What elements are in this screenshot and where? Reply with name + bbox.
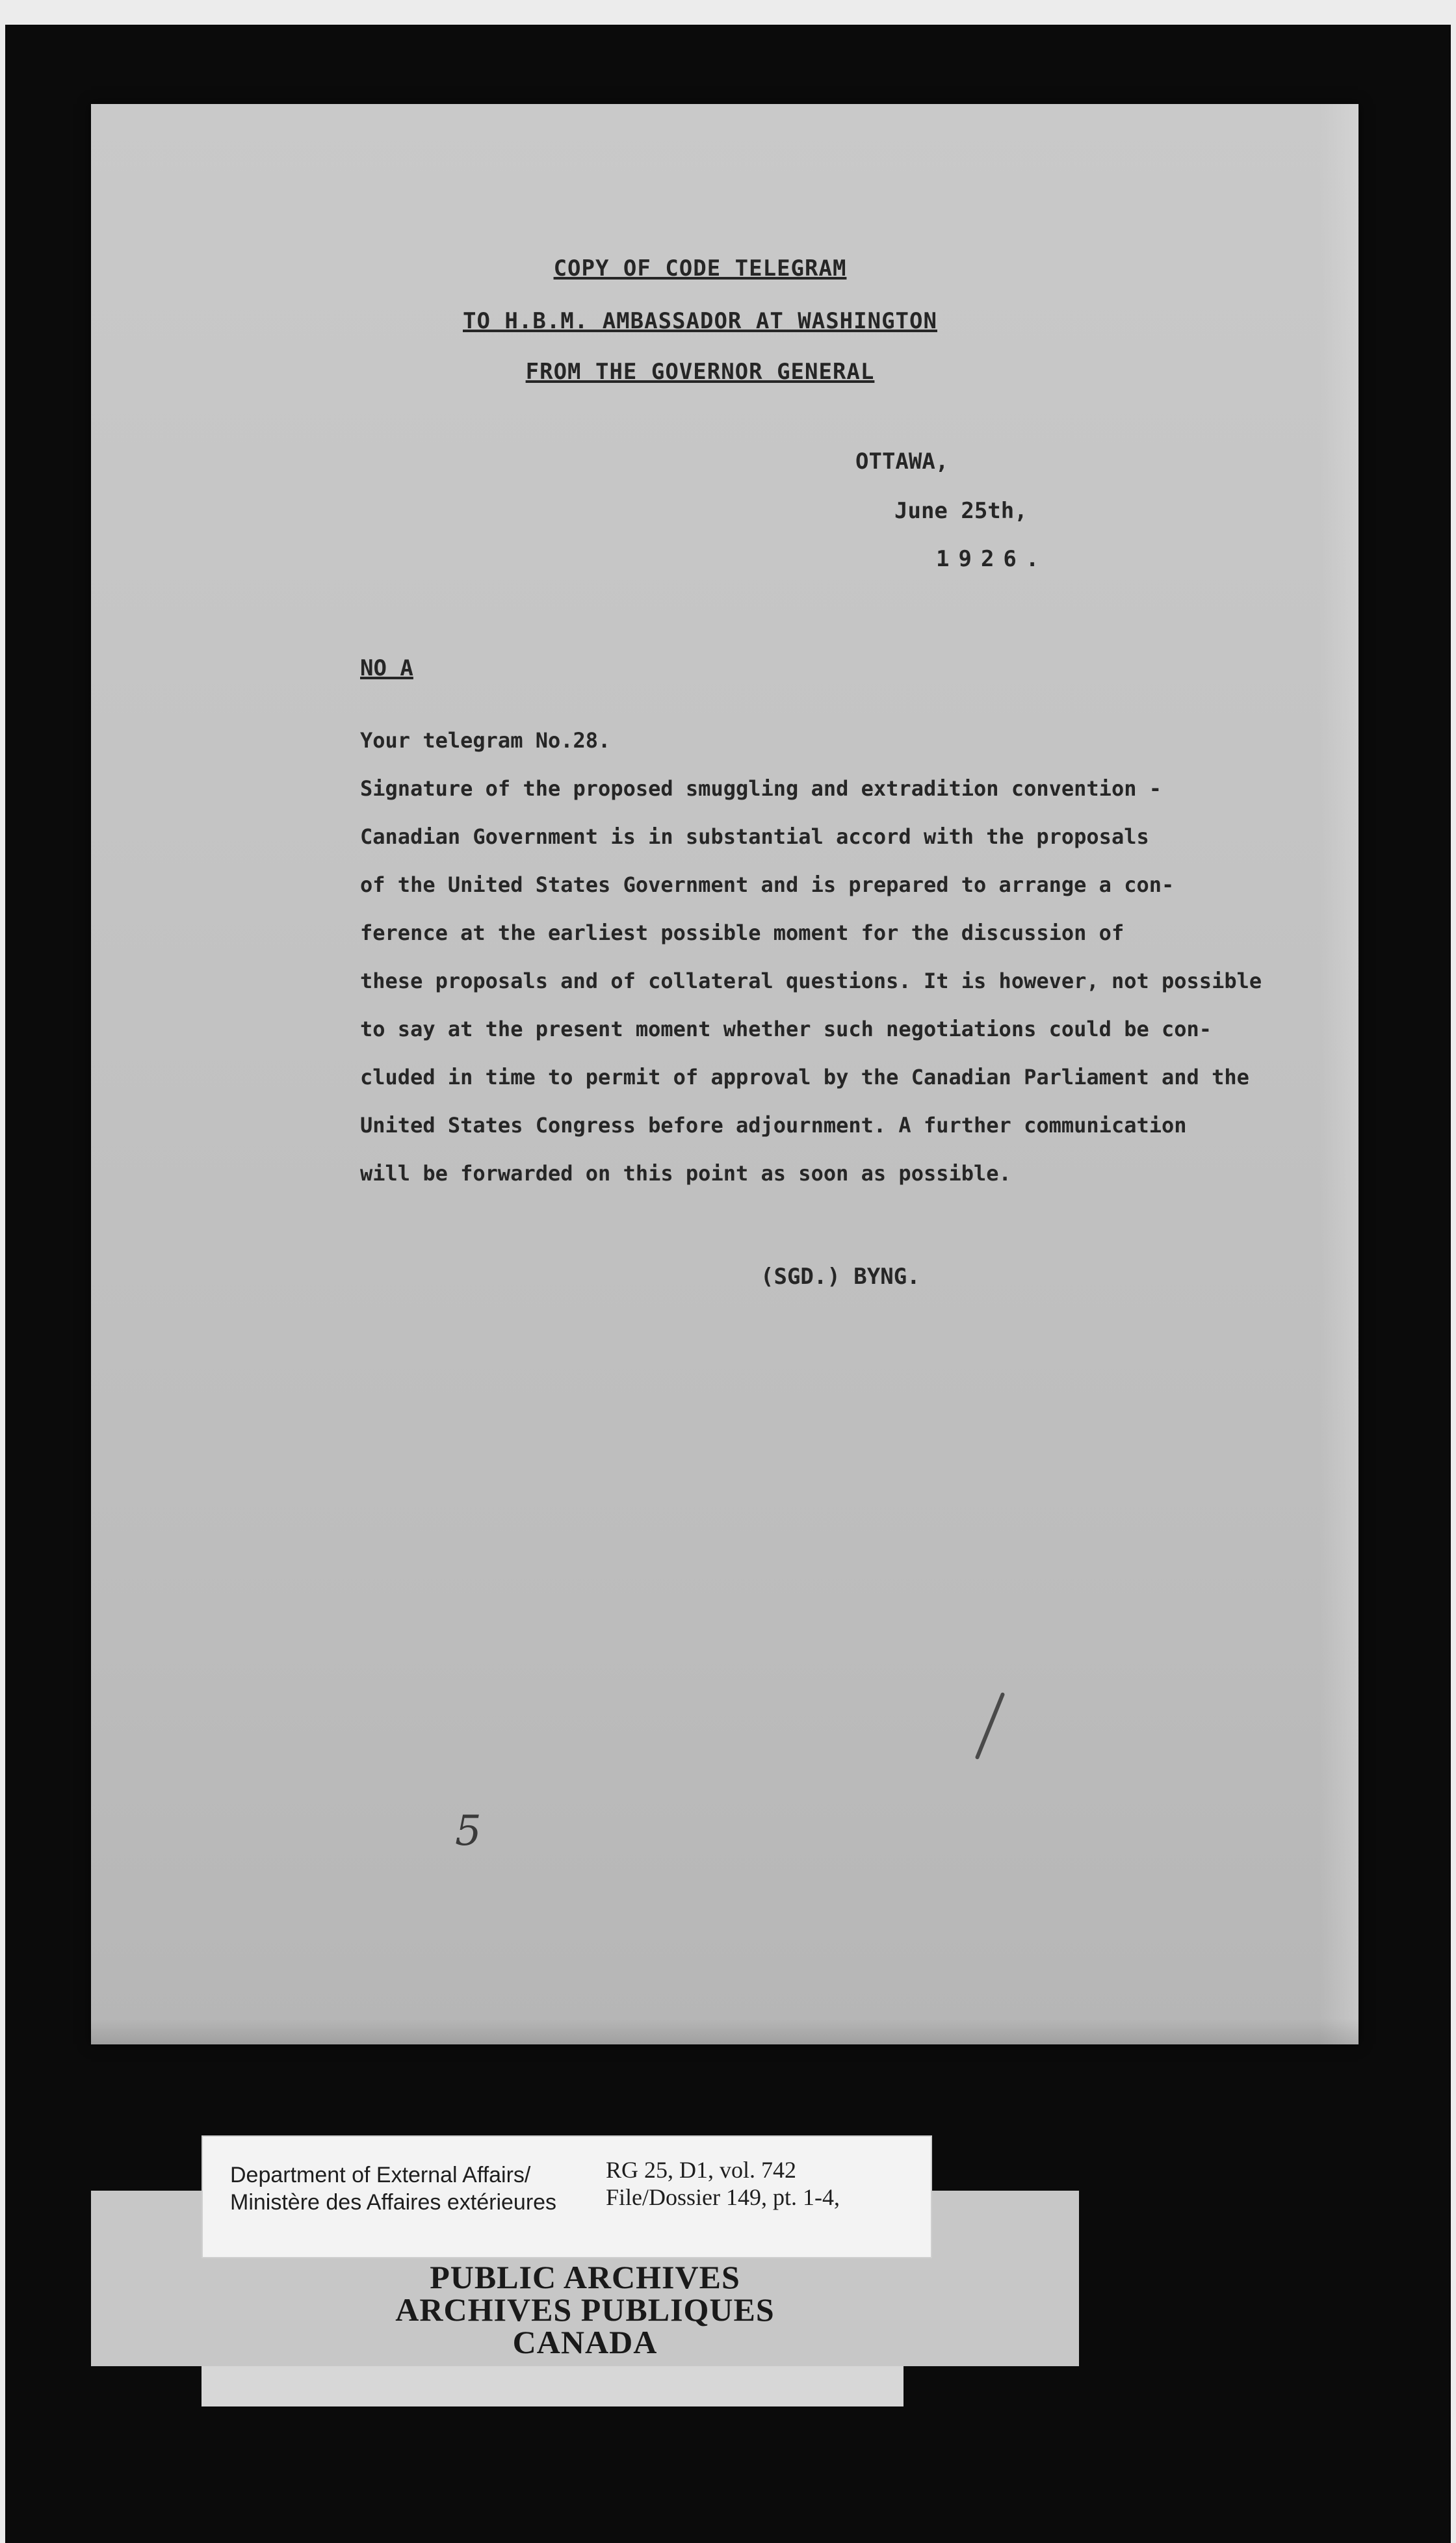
- department-line: Department of External Affairs/: [230, 2163, 531, 2187]
- stamp-line: CANADA: [512, 2324, 658, 2360]
- body-line: Signature of the proposed smuggling and extradition convention -: [360, 776, 1162, 801]
- body-line: Your telegram No.28.: [360, 728, 611, 753]
- archive-label: [202, 2135, 932, 2258]
- heading-line-2: TO H.B.M. AMBASSADOR AT WASHINGTON: [463, 308, 937, 334]
- body-line: to say at the present moment whether such negotiations could be con-: [360, 1017, 1212, 1041]
- body-line: ference at the earliest possible moment for the discussion of: [360, 920, 1124, 945]
- department-line: Ministère des Affaires extérieures: [230, 2190, 557, 2215]
- year: 1926.: [936, 546, 1048, 572]
- heading-line-1: COPY OF CODE TELEGRAM: [553, 255, 847, 281]
- reference-line: RG 25, D1, vol. 742: [606, 2157, 797, 2183]
- body-line: cluded in time to permit of approval by the Canadian Parliament and the: [360, 1065, 1249, 1089]
- body-line: these proposals and of collateral questions. It is however, not possible: [360, 969, 1262, 993]
- signature: (SGD.) BYNG.: [760, 1264, 920, 1290]
- page-fold: [91, 2018, 1358, 2044]
- body-line: will be forwarded on this point as soon as possible.: [360, 1161, 1011, 1186]
- reference-line: File/Dossier 149, pt. 1-4,: [606, 2184, 840, 2210]
- telegram-page: [91, 104, 1358, 2044]
- archive-reference: [606, 2156, 840, 2211]
- archive-strip-tail: [202, 2366, 904, 2406]
- addressee: NO A: [360, 655, 413, 681]
- place: OTTAWA,: [855, 449, 949, 475]
- date: June 25th,: [894, 498, 1028, 524]
- telegram-body: [360, 716, 1335, 1197]
- heading-line-3: FROM THE GOVERNOR GENERAL: [525, 359, 875, 385]
- stamp-line: PUBLIC ARCHIVES: [430, 2259, 740, 2295]
- pencil-mark: 5: [455, 1807, 482, 1855]
- body-line: Canadian Government is in substantial accord with the proposals: [360, 824, 1149, 849]
- department-name: [230, 2161, 556, 2216]
- body-line: of the United States Government and is prepared to arrange a con-: [360, 872, 1175, 897]
- pencil-stroke: [975, 1692, 1006, 1760]
- body-line: United States Congress before adjournment. A further communication: [360, 1113, 1187, 1138]
- stamp-line: ARCHIVES PUBLIQUES: [395, 2291, 775, 2328]
- archives-stamp: [91, 2261, 1079, 2358]
